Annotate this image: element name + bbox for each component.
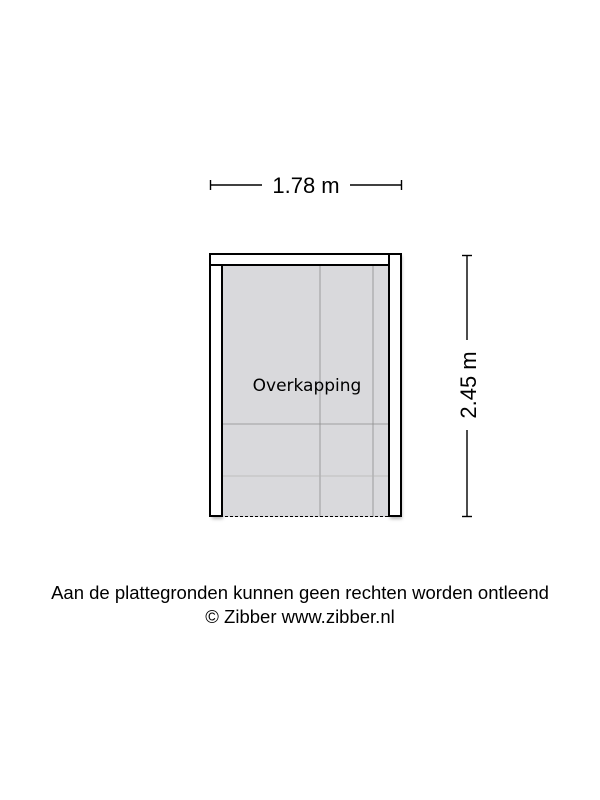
disclaimer-text: Aan de plattegronden kunnen geen rechten worden ontleend <box>51 582 549 603</box>
wall-top <box>210 254 390 265</box>
copyright-text: © Zibber www.zibber.nl <box>205 606 395 627</box>
wall-right <box>389 254 401 516</box>
room-label: Overkapping <box>252 376 362 396</box>
height-dimension <box>456 255 481 517</box>
wall-left <box>210 265 222 516</box>
width-dimension-label: 1.78 m <box>272 173 340 198</box>
width-dimension <box>210 173 402 198</box>
height-dimension-label: 2.45 m <box>456 351 481 419</box>
